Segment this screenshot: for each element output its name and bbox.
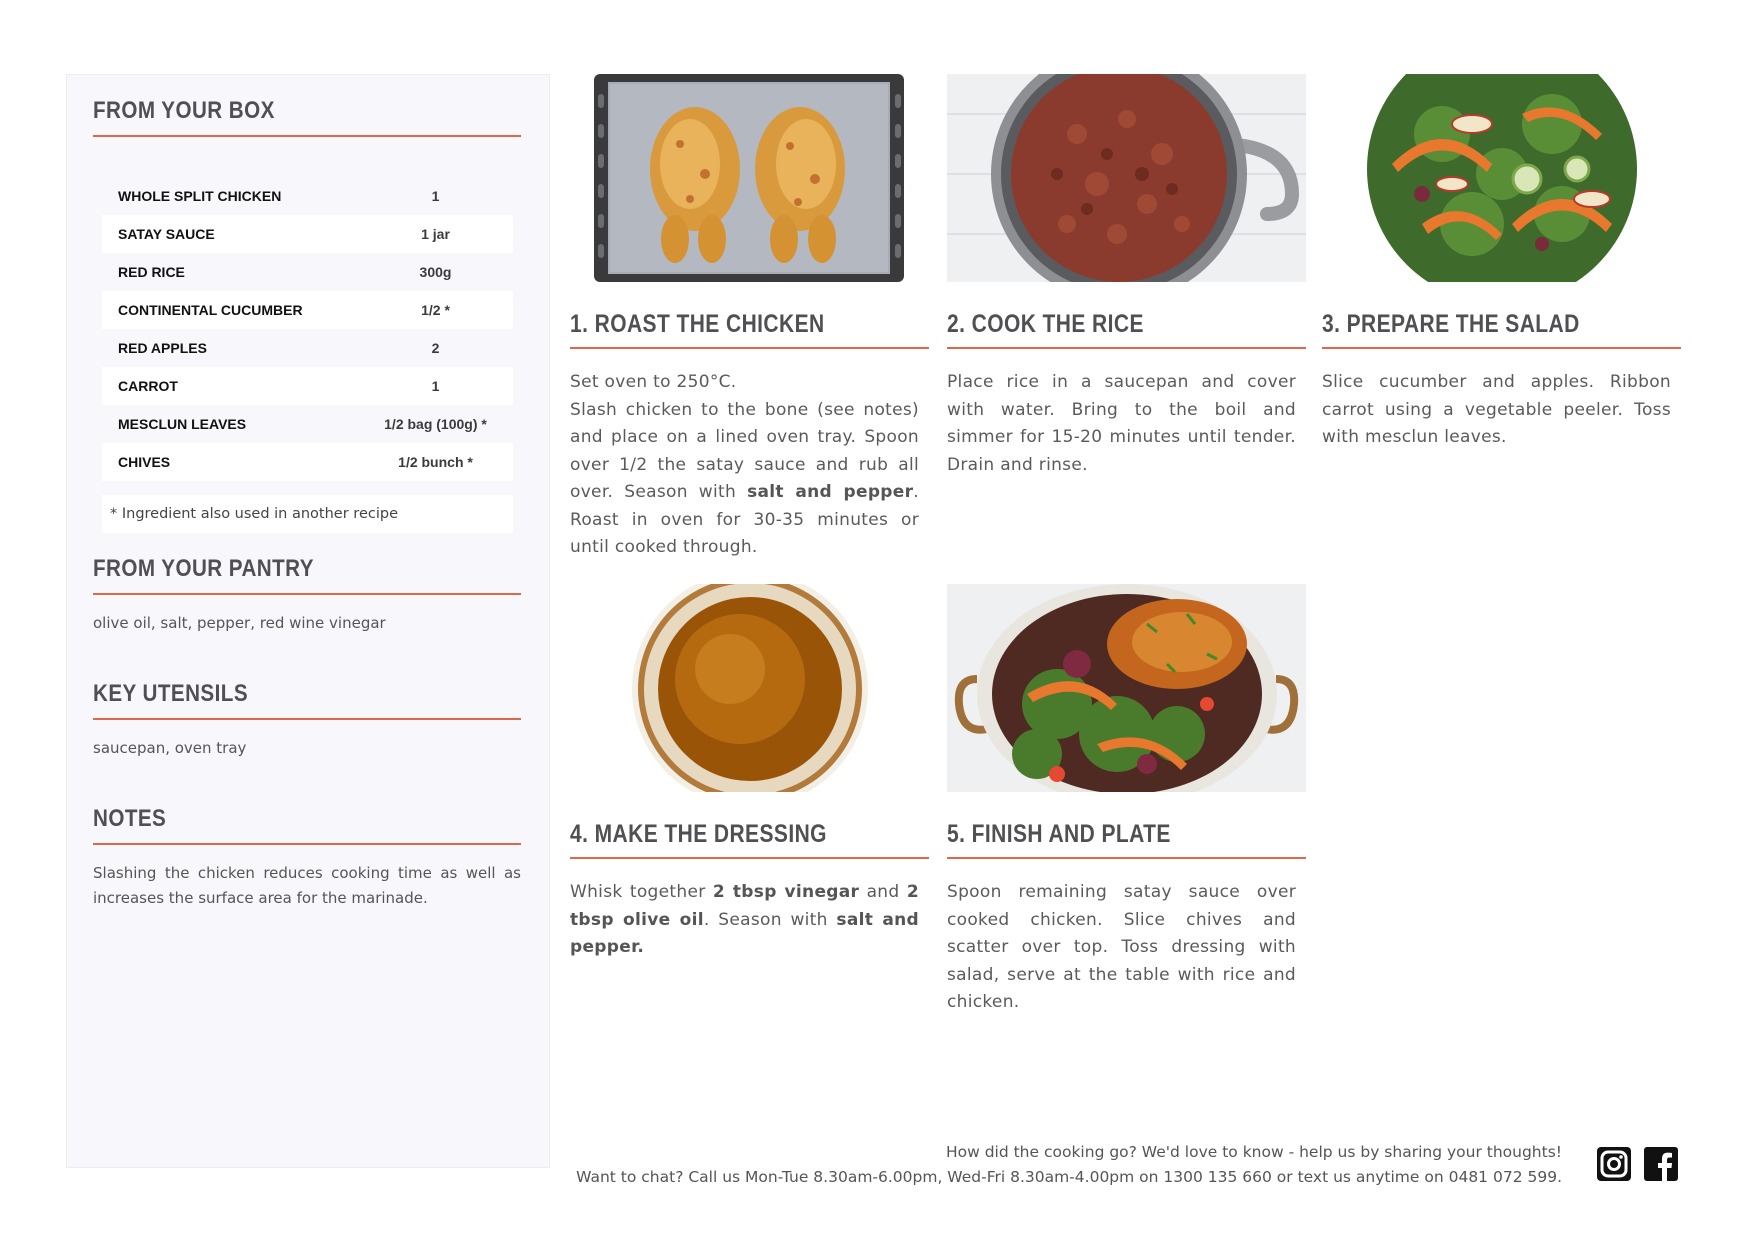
notes-heading: NOTES [93, 805, 167, 832]
ingredient-qty: 1 jar [358, 215, 513, 253]
step-prepare-salad [1322, 74, 1681, 452]
text-span: Slash chicken to the bone (see notes) and place on a lined oven tray. Spoon over 1/2 the satay sauce and rub all over. Season with [570, 399, 919, 502]
step-instructions [570, 879, 919, 962]
ingredient-qty: 1/2 bag (100g) * [384, 416, 487, 432]
ingredient-name: RED RICE [118, 264, 185, 280]
ingredient-name: CHIVES [102, 443, 358, 481]
ingredient-qty: 1 [431, 188, 440, 204]
table-row [102, 215, 513, 253]
from-your-pantry-heading: FROM YOUR PANTRY [93, 555, 314, 582]
text-span: and [859, 882, 907, 902]
notes-text: Slashing the chicken reduces cooking time as well as increases the surface area for the marinade. [93, 864, 521, 907]
heading-rule [93, 135, 521, 137]
ingredients-sidebar [66, 74, 550, 1168]
roast-chicken-photo [570, 74, 929, 282]
table-row [102, 291, 513, 329]
step-cook-rice [947, 74, 1306, 479]
bold-text: 2 tbsp olive oil [570, 882, 919, 930]
table-row [102, 405, 513, 443]
ingredient-qty: 2 [431, 340, 440, 356]
ingredient-qty: 1 [358, 367, 513, 405]
step-title: 2. COOK THE RICE [947, 310, 1144, 338]
ingredient-name: WHOLE SPLIT CHICKEN [118, 188, 282, 204]
text-span: Set oven to 250°C. [570, 372, 737, 392]
heading-rule [93, 593, 521, 595]
from-your-box-heading: FROM YOUR BOX [93, 97, 275, 124]
shared-ingredient-footnote: * Ingredient also used in another recipe [102, 495, 513, 533]
text-span: Whisk together [570, 882, 713, 902]
ingredient-qty: 1/2 * [358, 291, 513, 329]
heading-rule [93, 843, 521, 845]
step-title: 4. MAKE THE DRESSING [570, 820, 827, 848]
step-rule [570, 347, 929, 349]
plated-dish-photo [947, 584, 1306, 792]
step-instructions: Spoon remaining satay sauce over cooked chicken. Slice chives and scatter over top. Toss dressing with salad, serve at the table with rice and chicken. [947, 882, 1296, 1012]
instagram-icon[interactable] [1596, 1146, 1632, 1182]
table-row [102, 367, 513, 405]
step-instructions [570, 369, 919, 562]
ingredient-name: RED APPLES [118, 340, 207, 356]
ingredient-table [102, 177, 513, 481]
facebook-icon[interactable] [1643, 1146, 1679, 1182]
table-row [102, 329, 513, 367]
rice-photo [947, 74, 1306, 282]
step-make-dressing [570, 584, 929, 962]
ingredient-name: MESCLUN LEAVES [118, 416, 247, 432]
key-utensils-heading: KEY UTENSILS [93, 680, 249, 707]
step-title: 3. PREPARE THE SALAD [1322, 310, 1580, 338]
step-rule [947, 857, 1306, 859]
dressing-photo [570, 584, 929, 792]
step-instructions: Slice cucumber and apples. Ribbon carrot using a vegetable peeler. Toss with mesclun leaves. [1322, 372, 1671, 447]
ingredient-qty: 1/2 bunch * [358, 443, 513, 481]
pantry-text: olive oil, salt, pepper, red wine vinegar [93, 614, 386, 632]
text-span: . Roast in oven for 30-35 minutes or until cooked through. [570, 482, 919, 557]
ingredient-name: CONTINENTAL CUCUMBER [102, 291, 358, 329]
step-instructions: Place rice in a saucepan and cover with water. Bring to the boil and simmer for 15-20 minutes until tender. Drain and rinse. [947, 372, 1296, 475]
heading-rule [93, 718, 521, 720]
salad-photo [1322, 74, 1681, 282]
step-roast-chicken [570, 74, 929, 562]
step-rule [1322, 347, 1681, 349]
ingredient-qty: 300g [419, 264, 452, 280]
step-rule [570, 857, 929, 859]
step-title: 1. ROAST THE CHICKEN [570, 310, 825, 338]
bold-text: 2 tbsp vinegar [712, 882, 860, 902]
feedback-line: How did the cooking go? We'd love to know - help us by sharing your thoughts! [945, 1143, 1562, 1161]
step-title: 5. FINISH AND PLATE [947, 820, 1171, 848]
feedback-footer [576, 1140, 1562, 1190]
bold-text: salt and pepper [747, 482, 914, 502]
bold-text: salt and pepper. [570, 909, 919, 957]
step-rule [947, 347, 1306, 349]
table-row [102, 443, 513, 481]
ingredient-name: CARROT [102, 367, 358, 405]
utensils-text: saucepan, oven tray [93, 739, 247, 757]
ingredient-name: SATAY SAUCE [102, 215, 358, 253]
table-row [102, 253, 513, 291]
contact-line: Want to chat? Call us Mon-Tue 8.30am-6.00pm, Wed-Fri 8.30am-4.00pm on 1300 135 660 or text us anytime on 0481 072 599. [576, 1168, 1562, 1186]
table-row [102, 177, 513, 215]
step-finish-and-plate [947, 584, 1306, 1017]
text-span: . Season with [703, 909, 837, 930]
